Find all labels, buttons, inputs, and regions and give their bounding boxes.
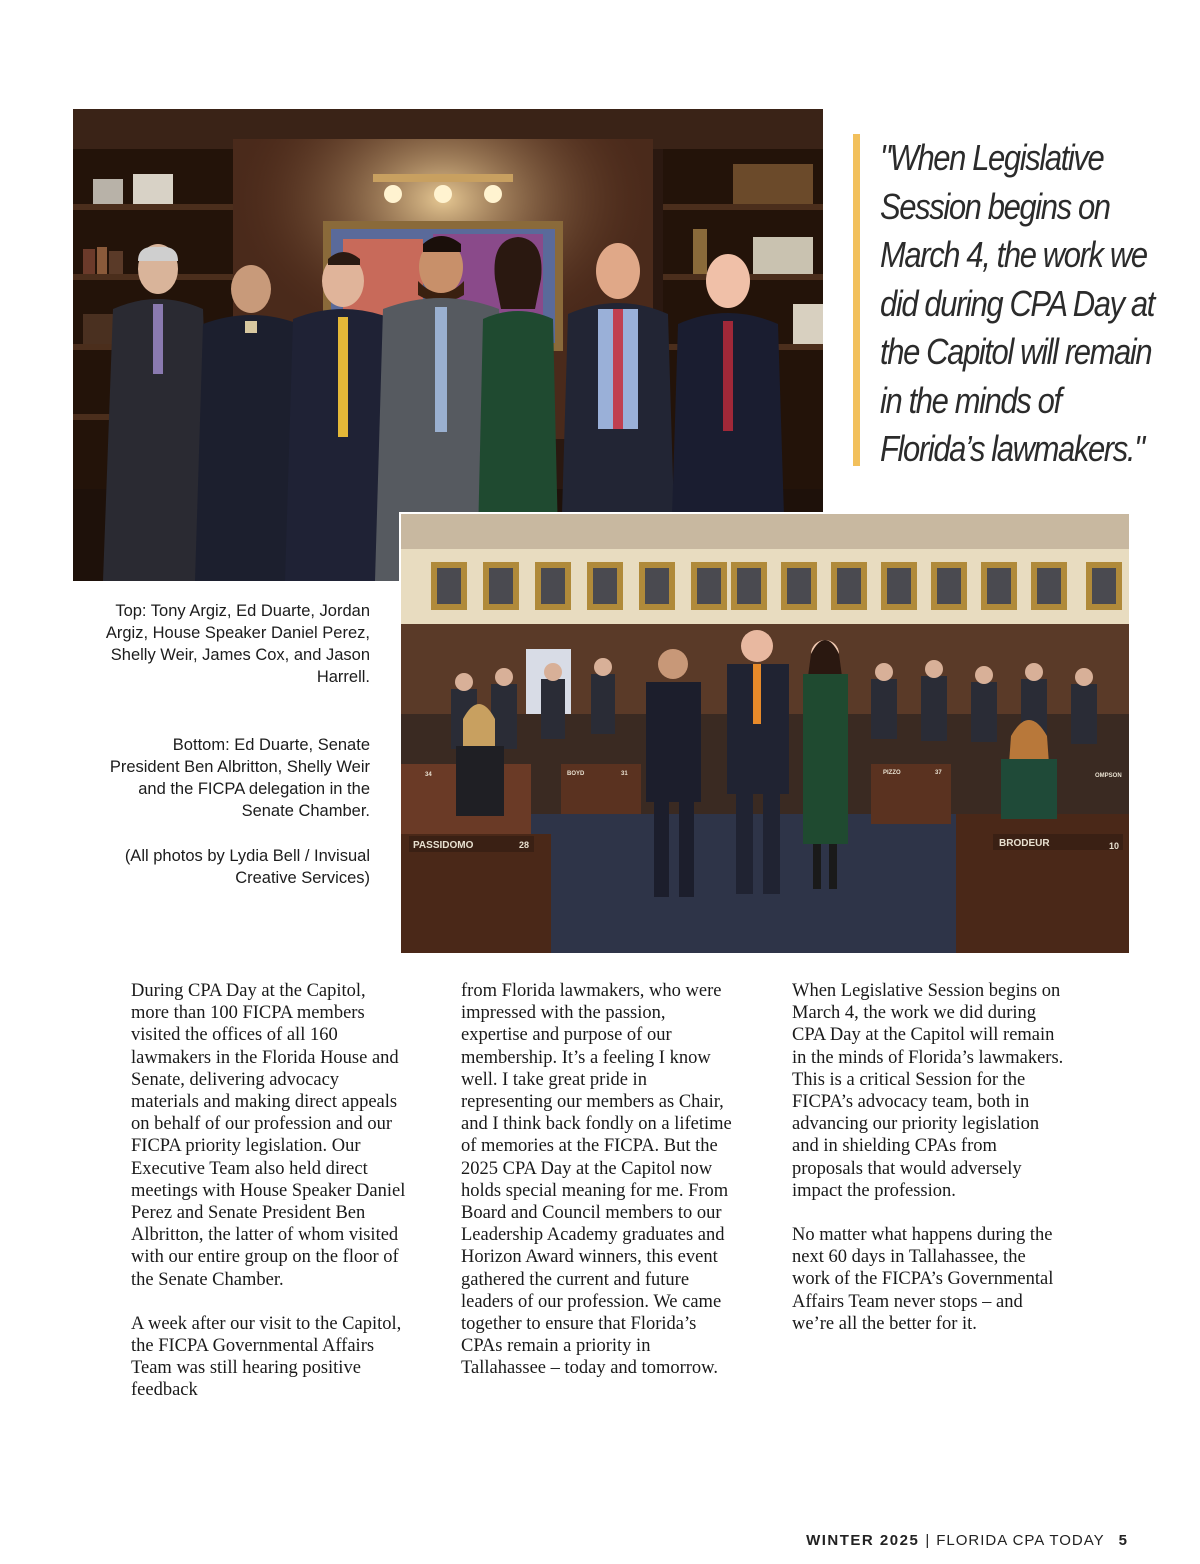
article-column-3 bbox=[792, 980, 1067, 1357]
page-number: 5 bbox=[1118, 1532, 1128, 1549]
desk-label-boyd: BOYD bbox=[567, 771, 585, 777]
senate-chamber-photo bbox=[399, 512, 1131, 955]
caption-bottom-photo bbox=[100, 734, 370, 822]
desk-label-thompson: OMPSON bbox=[1095, 773, 1122, 779]
article-column-1 bbox=[131, 980, 406, 1424]
pull-quote-text: "When Legislative Session begins on March 4, the work we did during CPA Day at the Capitol will remain in the minds of Florida’s lawmakers." bbox=[880, 137, 1154, 469]
page-footer bbox=[806, 1532, 1128, 1549]
desk-number-brodeur: 10 bbox=[1109, 841, 1120, 851]
footer-separator: | bbox=[925, 1532, 931, 1549]
paragraph: from Florida lawmakers, who were impressed with the passion, expertise and purpose of our membership. It’s a feeling I know well. I take great pride in representing our members as Chair, and I think back fondly on a lifetime of memories at the FICPA. But the 2025 CPA Day at the Capitol now holds special meaning for me. From Board and Council members to our Leadership Academy graduates and Horizon Award winners, this event gathered the current and future leaders of our profession. We came together to ensure that Florida’s CPAs remain a priority in Tallahassee – today and tomorrow. bbox=[461, 981, 732, 1379]
top-group-photo-art bbox=[73, 109, 823, 581]
desk-label-passidomo: PASSIDOMO bbox=[413, 840, 474, 851]
desk-label-brodeur: BRODEUR bbox=[999, 838, 1050, 849]
paragraph: During CPA Day at the Capitol, more than 100 FICPA members visited the offices of all 160 lawmakers in the Florida House and Senate, delivering advocacy materials and making direct appeals on behalf of our profession and our FICPA priority legislation. Our Executive Team also held direct meetings with House Speaker Daniel Perez and Senate President Ben Albritton, the latter of whom visited with our entire group on the floor of the Senate Chamber. bbox=[131, 981, 406, 1290]
desk-number-passidomo: 28 bbox=[519, 840, 530, 850]
desk-number-boyd: 31 bbox=[621, 771, 628, 777]
caption-top-photo bbox=[100, 600, 370, 688]
photo-credit bbox=[100, 845, 370, 889]
paragraph: No matter what happens during the next 60 days in Tallahassee, the work of the FICPA’s Governmental Affairs Team never stops – and we’re all the better for it. bbox=[792, 1225, 1054, 1334]
caption-top-text: Top: Tony Argiz, Ed Duarte, Jordan Argiz, House Speaker Daniel Perez, Shelly Weir, James Cox, and Jason Harrell. bbox=[105, 602, 370, 686]
desk-label-pizzo: PIZZO bbox=[883, 770, 901, 776]
desk-number-pizzo: 37 bbox=[935, 770, 942, 776]
top-group-photo bbox=[73, 109, 823, 581]
desk-number-left: 34 bbox=[425, 772, 432, 778]
pull-quote bbox=[853, 134, 1154, 469]
footer-publication: FLORIDA CPA TODAY bbox=[936, 1532, 1105, 1549]
caption-bottom-text: Bottom: Ed Duarte, Senate President Ben Albritton, Shelly Weir and the FICPA delegation in the Senate Chamber. bbox=[109, 736, 370, 820]
paragraph: When Legislative Session begins on March 4, the work we did during CPA Day at the Capitol will remain in the minds of Florida’s lawmakers. This is a critical Session for the FICPA’s advocacy team, both in advancing our priority legislation and in shielding CPAs from proposals that would adversely impact the profession. bbox=[792, 981, 1064, 1201]
article-column-2 bbox=[461, 980, 736, 1402]
paragraph: A week after our visit to the Capitol, the FICPA Governmental Affairs Team was still hearing positive feedback bbox=[131, 1313, 402, 1401]
senate-chamber-photo-art bbox=[401, 514, 1129, 953]
footer-issue: WINTER 2025 bbox=[806, 1532, 920, 1549]
photo-credit-text: (All photos by Lydia Bell / Invisual Creative Services) bbox=[124, 847, 370, 887]
